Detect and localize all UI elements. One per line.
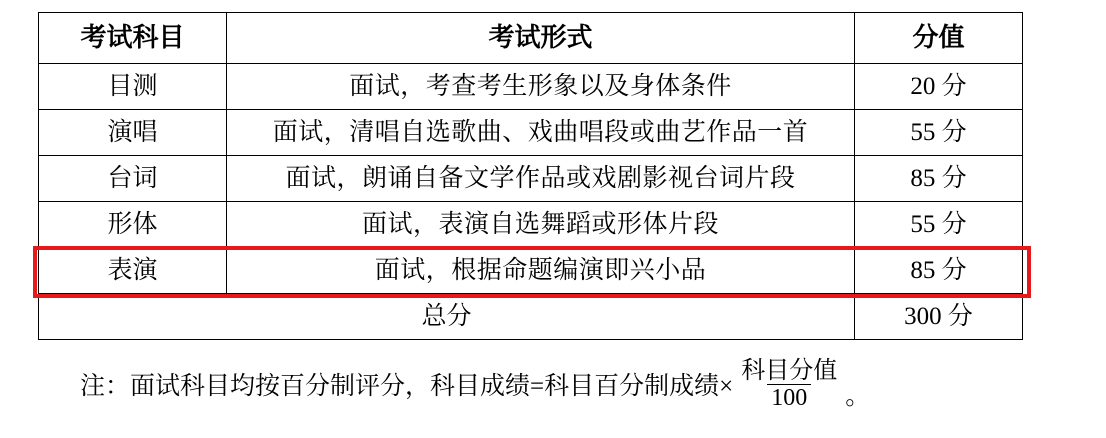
fraction-denominator: 100 (767, 384, 811, 411)
table-header-row (39, 13, 1023, 64)
note-suffix-text: 。 (845, 382, 871, 410)
cell-form: 面试，清唱自选歌曲、戏曲唱段或曲艺作品一首 (227, 110, 855, 156)
cell-score: 85 分 (855, 156, 1023, 202)
cell-score: 55 分 (855, 202, 1023, 248)
table-row (39, 156, 1023, 202)
cell-score: 55 分 (855, 110, 1023, 156)
column-header-form: 考试形式 (227, 13, 855, 64)
cell-subject: 形体 (39, 202, 227, 248)
table-total-row (39, 294, 1023, 340)
cell-subject: 表演 (39, 248, 227, 294)
note-prefix-text: 注：面试科目均按百分制评分，科目成绩=科目百分制成绩× (80, 372, 734, 400)
cell-total-label: 总分 (39, 294, 855, 340)
fraction-numerator: 科目分值 (741, 358, 838, 384)
column-header-subject: 考试科目 (39, 13, 227, 64)
cell-score: 85 分 (855, 248, 1023, 294)
cell-form: 面试，朗诵自备文学作品或戏剧影视台词片段 (227, 156, 855, 202)
column-header-score: 分值 (855, 13, 1023, 64)
cell-form: 面试，根据命题编演即兴小品 (227, 248, 855, 294)
cell-total-score: 300 分 (855, 294, 1023, 340)
cell-subject: 目测 (39, 64, 227, 110)
table-body (39, 64, 1023, 340)
cell-form: 面试，考查考生形象以及身体条件 (227, 64, 855, 110)
table-row (39, 64, 1023, 110)
table-row (39, 110, 1023, 156)
cell-form: 面试，表演自选舞蹈或形体片段 (227, 202, 855, 248)
cell-score: 20 分 (855, 64, 1023, 110)
table-header (39, 13, 1023, 64)
note-fraction (737, 358, 841, 412)
table-note (80, 360, 870, 414)
table-row-highlighted (39, 248, 1023, 294)
table-row (39, 202, 1023, 248)
cell-subject: 台词 (39, 156, 227, 202)
cell-subject: 演唱 (39, 110, 227, 156)
exam-subjects-table (38, 12, 1023, 340)
